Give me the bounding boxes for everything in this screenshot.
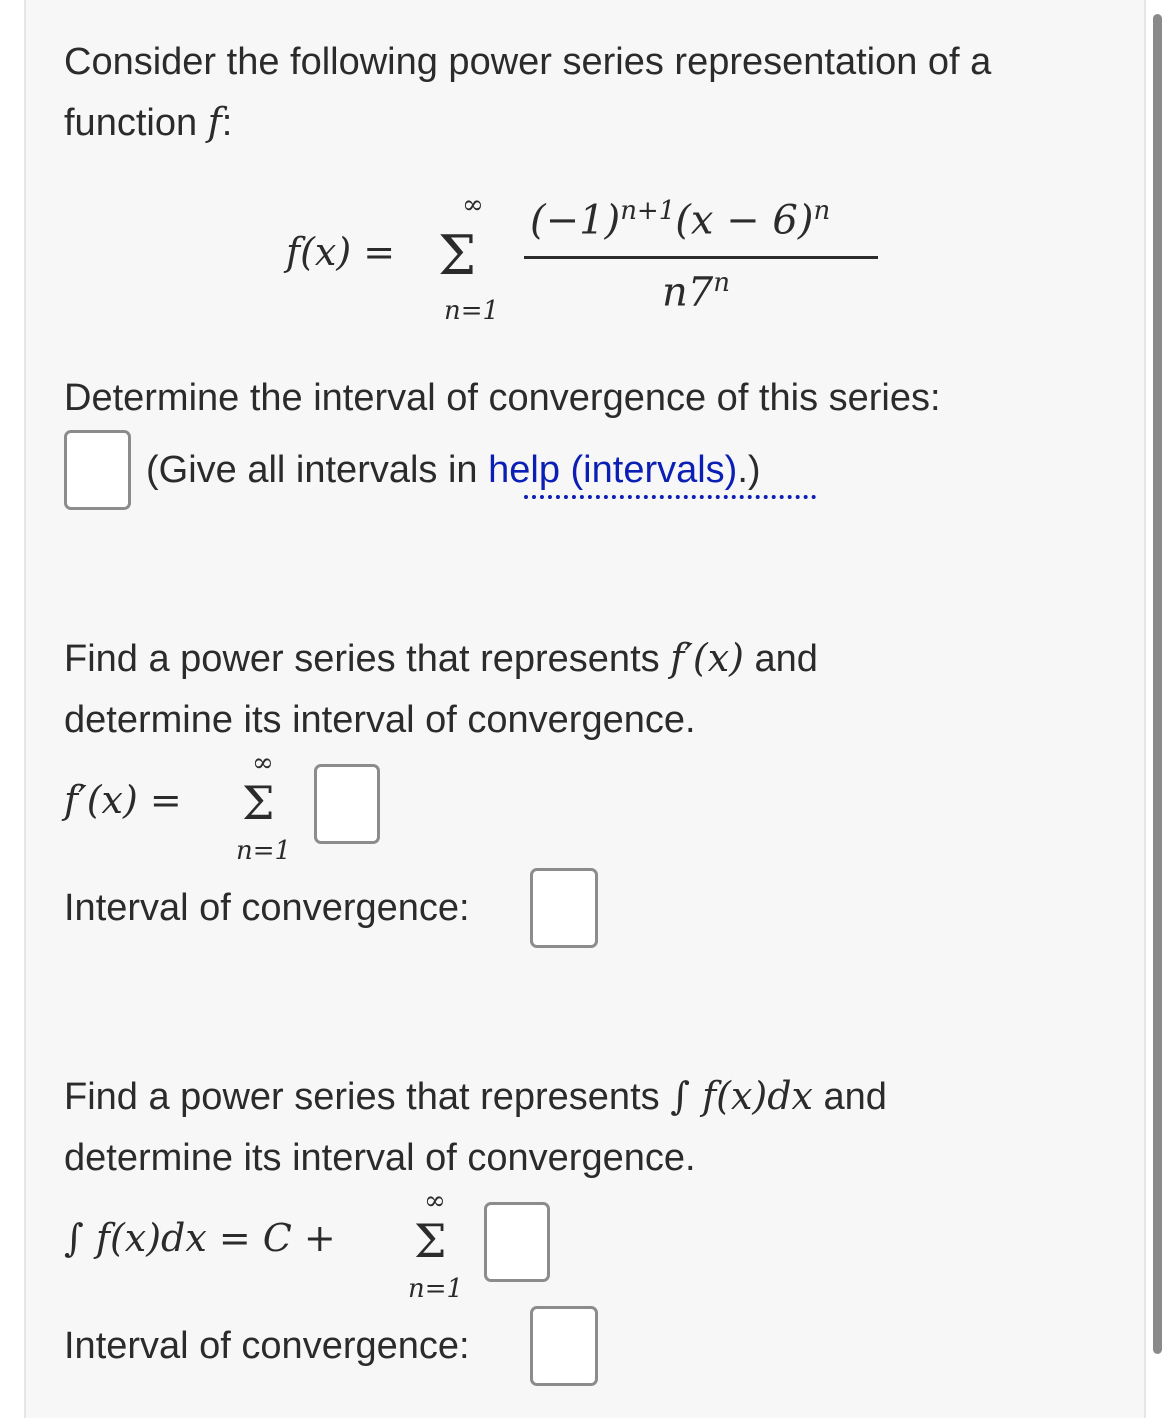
integral-sum-lower: n=1 xyxy=(408,1274,464,1304)
part2-line-2: determine its interval of convergence. xyxy=(64,699,696,741)
intro-line-2 xyxy=(64,92,232,153)
fraction-numerator: $(-1)^{n+1}(x - 6)^n$ xyxy=(530,196,831,244)
fraction-bar xyxy=(524,256,878,259)
formula-lhs: f(x) = xyxy=(286,230,396,274)
integral-sum-upper: ∞ xyxy=(424,1186,446,1216)
scrollbar[interactable] xyxy=(1153,14,1162,1354)
hint-prefix: (Give all intervals in xyxy=(146,449,489,491)
derivative-interval-label: Interval of convergence: xyxy=(64,887,470,929)
sum-lower-limit: n=1 xyxy=(444,296,500,326)
derivative-sum-upper: ∞ xyxy=(252,748,274,778)
intro-colon: : xyxy=(221,102,233,144)
integral-series-answer-box[interactable] xyxy=(484,1202,550,1282)
part2-line-1: Find a power series that represents f′(x) and xyxy=(64,636,818,680)
integral-lhs: ∫ f(x)dx = C + xyxy=(64,1216,336,1260)
part1-hint xyxy=(146,440,761,500)
derivative-symbol: f′(x) xyxy=(670,636,744,680)
derivative-interval-answer-box[interactable] xyxy=(530,868,598,948)
fraction-denominator: n7$^n$ xyxy=(662,268,730,316)
integral-sigma: Σ xyxy=(414,1214,447,1268)
sum-upper-limit: ∞ xyxy=(462,190,484,220)
intro-prefix: function xyxy=(64,102,208,144)
sum-sigma: Σ xyxy=(438,224,477,287)
derivative-lhs: f′(x) = xyxy=(64,778,182,822)
integral-interval-answer-box[interactable] xyxy=(530,1306,598,1386)
integral-interval-label: Interval of convergence: xyxy=(64,1325,470,1367)
intro-function-symbol: f xyxy=(207,100,222,144)
intro-line-1: Consider the following power series representation of a xyxy=(64,41,992,83)
part1-question: Determine the interval of convergence of this series: xyxy=(64,377,941,419)
derivative-sum-lower: n=1 xyxy=(236,836,292,866)
interval-answer-box[interactable] xyxy=(64,430,131,510)
integral-symbol: ∫ f(x)dx xyxy=(670,1074,813,1118)
derivative-sigma: Σ xyxy=(242,776,275,830)
help-intervals-link[interactable]: help (intervals) xyxy=(488,449,738,491)
part3-line-1: Find a power series that represents ∫ f(x)dx and xyxy=(64,1074,887,1118)
part3-line-2: determine its interval of convergence. xyxy=(64,1137,696,1179)
derivative-series-answer-box[interactable] xyxy=(314,764,380,844)
help-link-underline xyxy=(524,495,816,499)
hint-suffix: .) xyxy=(737,449,761,491)
